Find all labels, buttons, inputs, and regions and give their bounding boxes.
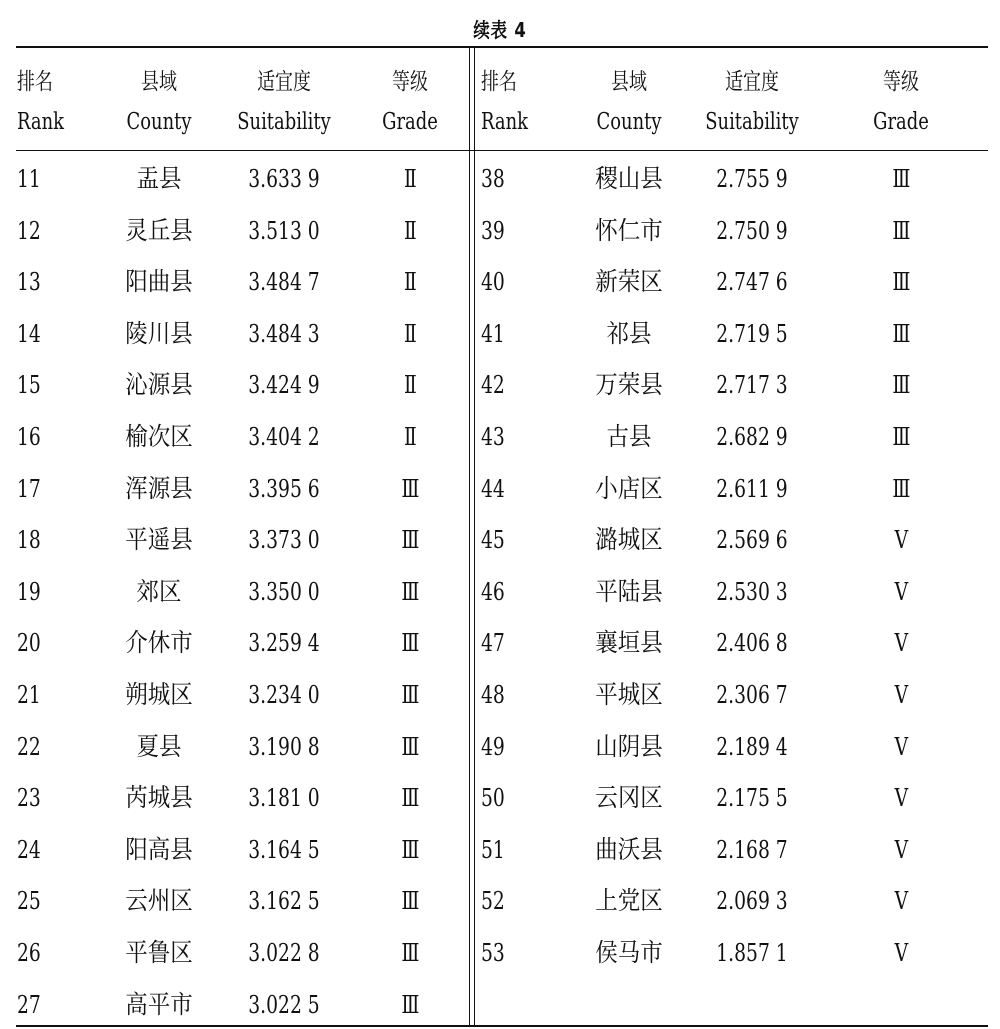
right-grade-cell: Ⅲ: [892, 165, 910, 193]
left-grade-cell: Ⅲ: [401, 733, 419, 761]
header-suitability-right: [705, 62, 799, 142]
left-rank-cell: 26: [17, 939, 41, 967]
right-grade-cell: Ⅴ: [894, 836, 908, 864]
left-county-cell: 平遥县: [125, 525, 193, 554]
table-top-rule: [16, 46, 988, 48]
left-suitability-cell: 3.484 7: [248, 268, 320, 296]
header-county-zh: 县域: [611, 69, 647, 95]
right-county-cell: 云冈区: [595, 783, 663, 812]
header-grade-en: Grade: [873, 109, 929, 135]
left-county-cell: 盂县: [136, 164, 182, 193]
header-county-right: [590, 62, 668, 142]
header-suitability-en: Suitability: [237, 109, 331, 135]
left-rank-cell: 11: [17, 165, 41, 193]
left-suitability-cell: 3.424 9: [248, 371, 320, 399]
left-suitability-cell: 3.181 0: [248, 784, 320, 812]
left-grade-cell: Ⅲ: [401, 991, 419, 1019]
right-suitability-cell: 2.306 7: [716, 681, 788, 709]
right-rank-cell: 40: [481, 268, 505, 296]
left-county-cell: 芮城县: [125, 783, 193, 812]
right-grade-cell: Ⅴ: [894, 784, 908, 812]
left-rank-cell: 20: [17, 629, 41, 657]
header-suitability-zh: 适宜度: [725, 69, 779, 95]
left-rank-cell: 17: [17, 475, 41, 503]
right-county-cell: 平陆县: [595, 577, 663, 606]
table-bottom-rule: [16, 1025, 988, 1027]
left-rank-cell: 14: [17, 320, 41, 348]
left-county-cell: 平鲁区: [125, 938, 193, 967]
right-county-cell: 山阴县: [595, 732, 663, 761]
left-grade-cell: Ⅲ: [401, 475, 419, 503]
right-grade-cell: Ⅴ: [894, 887, 908, 915]
left-rank-cell: 13: [17, 268, 41, 296]
left-county-cell: 郊区: [136, 577, 182, 606]
right-county-cell: 古县: [606, 422, 652, 451]
left-grade-cell: Ⅲ: [401, 681, 419, 709]
right-grade-cell: Ⅲ: [892, 371, 910, 399]
left-county-cell: 夏县: [136, 732, 182, 761]
left-grade-cell: Ⅲ: [401, 887, 419, 915]
left-grade-cell: Ⅲ: [401, 939, 419, 967]
left-suitability-cell: 3.234 0: [248, 681, 320, 709]
right-suitability-cell: 2.530 3: [716, 578, 788, 606]
right-grade-cell: Ⅴ: [894, 939, 908, 967]
left-suitability-cell: 3.373 0: [248, 526, 320, 554]
header-rank-zh: 排名: [17, 69, 53, 95]
header-suitability-left: [237, 62, 331, 142]
right-grade-cell: Ⅲ: [892, 268, 910, 296]
right-rank-cell: 52: [481, 887, 505, 915]
right-suitability-cell: 2.747 6: [716, 268, 788, 296]
header-rank-right: [481, 62, 536, 142]
header-grade-left: [371, 62, 449, 142]
left-county-cell: 阳高县: [125, 835, 193, 864]
left-rank-cell: 24: [17, 836, 41, 864]
right-rank-cell: 38: [481, 165, 505, 193]
right-suitability-cell: 2.755 9: [716, 165, 788, 193]
header-rank-en: Rank: [17, 109, 65, 135]
left-rank-cell: 21: [17, 681, 41, 709]
left-grade-cell: Ⅱ: [404, 371, 416, 399]
right-suitability-cell: 2.611 9: [716, 475, 788, 503]
left-suitability-cell: 3.164 5: [248, 836, 320, 864]
left-grade-cell: Ⅱ: [404, 268, 416, 296]
header-grade-zh: 等级: [392, 69, 428, 95]
left-county-cell: 灵丘县: [125, 216, 193, 245]
right-suitability-cell: 2.168 7: [716, 836, 788, 864]
right-rank-cell: 48: [481, 681, 505, 709]
right-county-cell: 曲沃县: [595, 835, 663, 864]
right-county-cell: 小店区: [595, 474, 663, 503]
right-county-cell: 万荣县: [595, 370, 663, 399]
right-county-cell: 平城区: [595, 680, 663, 709]
right-rank-cell: 46: [481, 578, 505, 606]
left-grade-cell: Ⅲ: [401, 578, 419, 606]
right-rank-cell: 43: [481, 423, 505, 451]
left-grade-cell: Ⅱ: [404, 165, 416, 193]
right-grade-cell: Ⅴ: [894, 629, 908, 657]
left-rank-cell: 23: [17, 784, 41, 812]
left-grade-cell: Ⅱ: [404, 217, 416, 245]
right-county-cell: 稷山县: [595, 164, 663, 193]
left-county-cell: 陵川县: [125, 319, 193, 348]
left-suitability-cell: 3.513 0: [248, 217, 320, 245]
header-suitability-zh: 适宜度: [257, 69, 311, 95]
left-grade-cell: Ⅱ: [404, 423, 416, 451]
right-grade-cell: Ⅲ: [892, 475, 910, 503]
left-grade-cell: Ⅱ: [404, 320, 416, 348]
right-suitability-cell: 2.069 3: [716, 887, 788, 915]
left-suitability-cell: 3.162 5: [248, 887, 320, 915]
right-suitability-cell: 2.189 4: [716, 733, 788, 761]
left-suitability-cell: 3.395 6: [248, 475, 320, 503]
right-rank-cell: 49: [481, 733, 505, 761]
right-county-cell: 新荣区: [595, 267, 663, 296]
right-county-cell: 怀仁市: [595, 216, 663, 245]
left-county-cell: 浑源县: [125, 474, 193, 503]
left-suitability-cell: 3.633 9: [248, 165, 320, 193]
right-county-cell: 侯马市: [595, 938, 663, 967]
header-grade-zh: 等级: [883, 69, 919, 95]
header-grade-right: [862, 62, 940, 142]
left-suitability-cell: 3.259 4: [248, 629, 320, 657]
header-county-left: [120, 62, 198, 142]
right-grade-cell: Ⅲ: [892, 320, 910, 348]
right-suitability-cell: 2.719 5: [716, 320, 788, 348]
right-rank-cell: 47: [481, 629, 505, 657]
right-grade-cell: Ⅲ: [892, 423, 910, 451]
left-suitability-cell: 3.022 8: [248, 939, 320, 967]
left-rank-cell: 18: [17, 526, 41, 554]
left-suitability-cell: 3.404 2: [248, 423, 320, 451]
header-rank-zh: 排名: [481, 69, 517, 95]
table-title: 续表 4: [473, 18, 527, 42]
right-rank-cell: 42: [481, 371, 505, 399]
right-suitability-cell: 2.750 9: [716, 217, 788, 245]
left-suitability-cell: 3.484 3: [248, 320, 320, 348]
right-county-cell: 襄垣县: [595, 628, 663, 657]
right-suitability-cell: 2.569 6: [716, 526, 788, 554]
right-grade-cell: Ⅴ: [894, 578, 908, 606]
right-suitability-cell: 2.406 8: [716, 629, 788, 657]
right-county-cell: 潞城区: [595, 525, 663, 554]
header-county-en: County: [126, 109, 192, 135]
right-suitability-cell: 2.682 9: [716, 423, 788, 451]
right-grade-cell: Ⅴ: [894, 681, 908, 709]
right-rank-cell: 50: [481, 784, 505, 812]
left-county-cell: 沁源县: [125, 370, 193, 399]
left-grade-cell: Ⅲ: [401, 526, 419, 554]
left-rank-cell: 19: [17, 578, 41, 606]
header-county-en: County: [596, 109, 662, 135]
table-center-double-divider: [469, 46, 475, 1027]
left-grade-cell: Ⅲ: [401, 784, 419, 812]
right-rank-cell: 51: [481, 836, 505, 864]
left-rank-cell: 22: [17, 733, 41, 761]
left-suitability-cell: 3.022 5: [248, 991, 320, 1019]
right-suitability-cell: 2.717 3: [716, 371, 788, 399]
left-county-cell: 榆次区: [125, 422, 193, 451]
table-header-rule: [16, 150, 988, 151]
right-grade-cell: Ⅲ: [892, 217, 910, 245]
right-county-cell: 上党区: [595, 886, 663, 915]
left-rank-cell: 27: [17, 991, 41, 1019]
left-rank-cell: 12: [17, 217, 41, 245]
header-suitability-en: Suitability: [705, 109, 799, 135]
right-grade-cell: Ⅴ: [894, 733, 908, 761]
left-grade-cell: Ⅲ: [401, 629, 419, 657]
left-suitability-cell: 3.350 0: [248, 578, 320, 606]
right-rank-cell: 53: [481, 939, 505, 967]
left-county-cell: 阳曲县: [125, 267, 193, 296]
header-grade-en: Grade: [382, 109, 438, 135]
right-rank-cell: 45: [481, 526, 505, 554]
left-rank-cell: 15: [17, 371, 41, 399]
right-rank-cell: 44: [481, 475, 505, 503]
left-grade-cell: Ⅲ: [401, 836, 419, 864]
right-rank-cell: 39: [481, 217, 505, 245]
header-rank-en: Rank: [481, 109, 529, 135]
right-county-cell: 祁县: [606, 319, 652, 348]
header-county-zh: 县域: [141, 69, 177, 95]
left-rank-cell: 16: [17, 423, 41, 451]
left-county-cell: 介休市: [125, 628, 193, 657]
header-rank-left: [17, 62, 72, 142]
right-suitability-cell: 2.175 5: [716, 784, 788, 812]
right-grade-cell: Ⅴ: [894, 526, 908, 554]
right-suitability-cell: 1.857 1: [716, 939, 788, 967]
left-county-cell: 云州区: [125, 886, 193, 915]
left-county-cell: 高平市: [125, 990, 193, 1019]
right-rank-cell: 41: [481, 320, 505, 348]
left-suitability-cell: 3.190 8: [248, 733, 320, 761]
left-rank-cell: 25: [17, 887, 41, 915]
left-county-cell: 朔城区: [125, 680, 193, 709]
